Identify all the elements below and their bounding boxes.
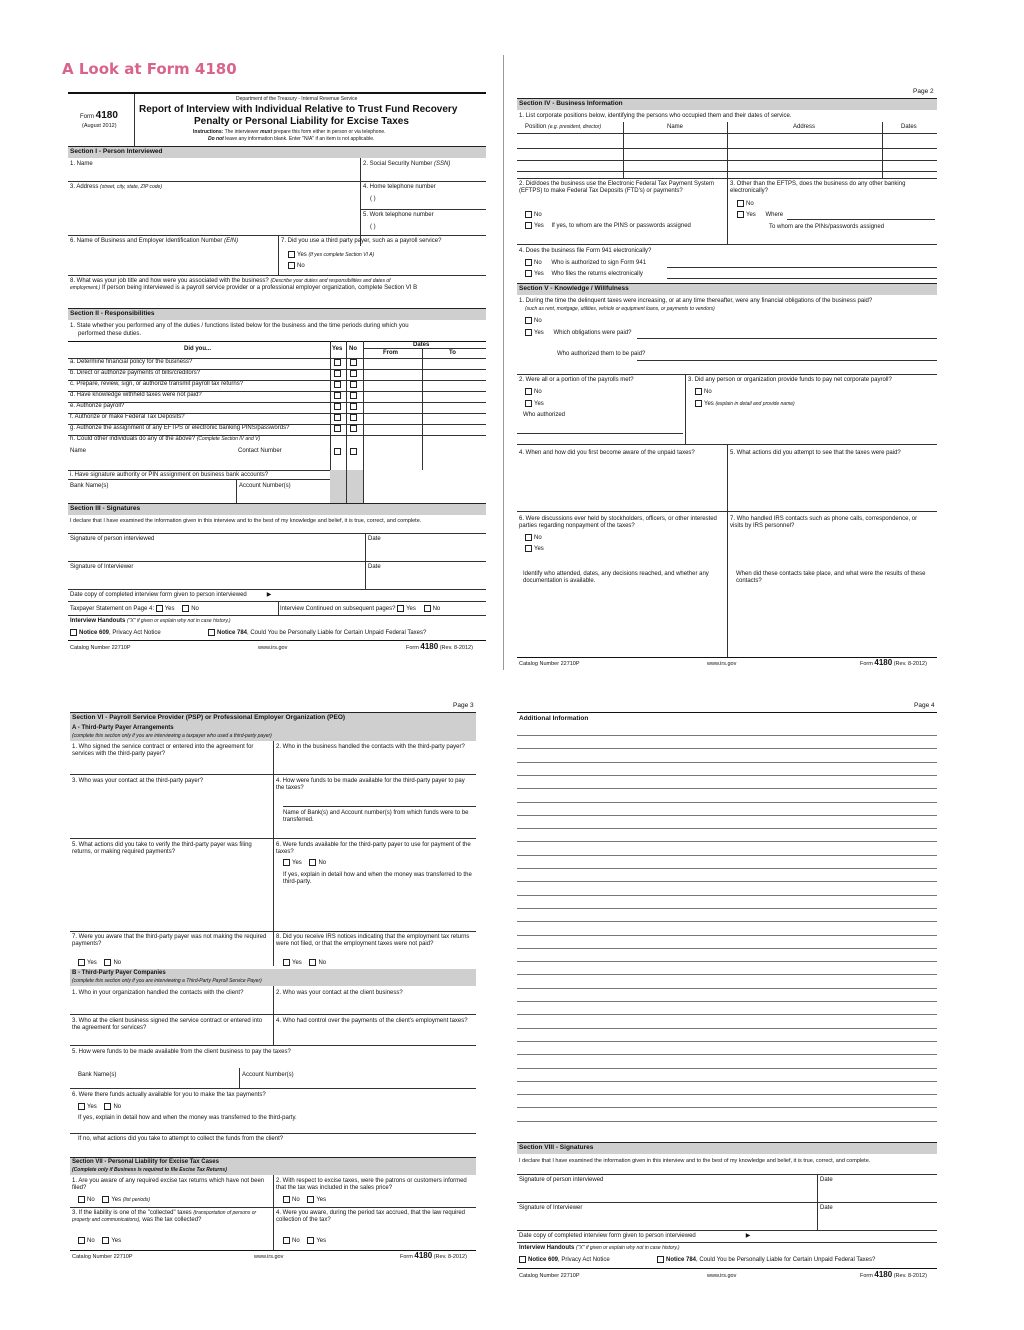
additional-info-line[interactable]: [517, 895, 937, 896]
additional-info-line[interactable]: [517, 802, 937, 803]
additional-info-line[interactable]: [517, 908, 937, 909]
q4-no[interactable]: No Who is authorized to sign Form 941: [525, 259, 646, 267]
additional-info-line[interactable]: [517, 1081, 937, 1082]
v2-who: Who authorized: [523, 412, 566, 418]
third-party-yes[interactable]: Yes (If yes complete Section VI A): [288, 251, 374, 259]
additional-info-line[interactable]: [517, 1121, 937, 1122]
field-work-phone[interactable]: 5. Work telephone number: [363, 212, 434, 218]
additional-info-line[interactable]: [517, 868, 937, 869]
additional-info-line[interactable]: [517, 748, 937, 749]
notice-784[interactable]: Notice 784, Could You be Personally Liable for Certain Unpaid Federal Taxes?: [208, 629, 426, 637]
a4-bank: Name of Bank(s) and Account number(s) from which funds were to be transferred.: [283, 810, 469, 824]
duty-row: d. Have knowledge withheld taxes were not paid?: [70, 392, 202, 398]
b3: 3. Who at the client business signed the service contract or entered into the agreement for services?: [72, 1018, 263, 1032]
sig-person-label[interactable]: Signature of person interviewed: [70, 536, 155, 542]
a6: 6. Were funds available for the third-party payer to use for payment of the taxes?: [276, 842, 471, 856]
v3-no[interactable]: No: [695, 388, 712, 396]
duty-no-box[interactable]: [350, 370, 357, 377]
duty-yes-box[interactable]: [334, 359, 341, 366]
v2-no[interactable]: No: [525, 388, 542, 396]
h-no-box[interactable]: [350, 448, 357, 455]
additional-info-line[interactable]: [517, 1014, 937, 1015]
taxpayer-statement[interactable]: Taxpayer Statement on Page 4: Yes No: [70, 606, 199, 613]
p3-catalog: Catalog Number 22710P: [72, 1254, 133, 1260]
p4-irs-url: www.irs.gov: [707, 1273, 737, 1279]
work-phone-paren: ( ): [370, 224, 376, 230]
duty-row: f. Authorize or make Federal Tax Deposits?: [70, 414, 185, 420]
q3-no[interactable]: No: [737, 200, 754, 208]
notice-609[interactable]: Notice 609, Privacy Act Notice: [70, 629, 161, 637]
c2-no-yes[interactable]: No Yes: [283, 1196, 326, 1204]
irs-url: www.irs.gov: [258, 645, 288, 651]
duty-no-box[interactable]: [350, 403, 357, 410]
field-job-title-2: employment.) If person being interviewed is a payroll service provider or a professional employer organization, complete Section VI B: [70, 285, 418, 291]
q1-positions: 1. List corporate positions below, identifying the persons who occupied them and their dates of service.: [519, 113, 792, 119]
section-1-header: Section I - Person Interviewed: [68, 146, 486, 158]
additional-info-title: Additional Information: [519, 715, 589, 722]
duty-no-box[interactable]: [350, 425, 357, 432]
additional-info-line[interactable]: [517, 788, 937, 789]
duty-row: c. Prepare, review, sign, or authorize transmit payroll tax returns?: [70, 381, 244, 387]
duty-yes-box[interactable]: [334, 370, 341, 377]
account-number: Account Number(s): [239, 483, 291, 489]
additional-info-line[interactable]: [517, 1094, 937, 1095]
additional-info-line[interactable]: [517, 1107, 937, 1108]
duty-row: e. Authorize payroll?: [70, 403, 125, 409]
duty-no-box[interactable]: [350, 414, 357, 421]
additional-info-line[interactable]: [517, 1028, 937, 1029]
v6-identify: Identify who attended, dates, any decisions reached, and whether any documentation is available.: [523, 571, 709, 585]
a8: 8. Did you receive IRS notices indicating that the employment tax returns were not filed, or that the employment taxes were not paid?: [276, 934, 470, 948]
b6-no-explain: If no, what actions did you take to attempt to collect the funds from the client?: [78, 1136, 284, 1142]
v3-yes[interactable]: Yes (explain in detail and provide name): [695, 400, 795, 408]
c3-no-yes[interactable]: No Yes: [78, 1237, 121, 1245]
v7-irs-contacts: 7. Who handled IRS contacts such as phone calls, correspondence, or visits by IRS personnel?: [730, 516, 918, 530]
q2-eftps: 2. Did/does the business use the Electronic Federal Tax Payment System (EFTPS) to make Federal Tax Deposits (FTD's) or payments?: [519, 181, 714, 195]
additional-info-line[interactable]: [517, 1041, 937, 1042]
p4-notice-784[interactable]: Notice 784, Could You be Personally Liable for Certain Unpaid Federal Taxes?: [657, 1256, 875, 1264]
form-footer: Form 4180 (Rev. 8-2012): [406, 642, 473, 651]
c4-no-yes[interactable]: No Yes: [283, 1237, 326, 1245]
a5: 5. What actions did you take to verify the third-party payer was filing returns, or making required payments?: [72, 842, 252, 856]
additional-info-line[interactable]: [517, 1001, 937, 1002]
additional-info-line[interactable]: [517, 762, 937, 763]
a4: 4. How were funds to be made available for the third-party payer to pay the taxes?: [276, 778, 465, 792]
p4-declaration: I declare that I have examined the information given in this interview and to the best of my knowledge and belief, it is true, correct, and complete.: [519, 1158, 871, 1164]
duty-yes-box[interactable]: [334, 414, 341, 421]
v1-obligations: 1. During the time the delinquent taxes were increasing, or at any time thereafter, were any financial obligations of the business paid?: [519, 298, 873, 304]
additional-info-line[interactable]: [517, 988, 937, 989]
additional-info-line[interactable]: [517, 1054, 937, 1055]
section-3-header: Section III - Signatures: [68, 503, 486, 515]
v1-yes[interactable]: Yes Which obligations were paid?: [525, 329, 632, 337]
q3-banking: 3. Other than the EFTPS, does the business do any other banking electronically?: [730, 181, 906, 195]
field-job-title[interactable]: 8. What was your job title and how were you associated with the business? (Describe your duties and responsibilities and dates of: [70, 278, 391, 284]
to-col: To: [449, 350, 456, 356]
a2: 2. Who in the business handled the contacts with the third-party payer?: [276, 744, 465, 750]
p2-irs-url: www.irs.gov: [707, 661, 737, 667]
duty-row: a. Determine financial policy for the business?: [70, 359, 193, 365]
section-7-title: Section VII - Personal Liability for Excise Tax Cases: [72, 1159, 219, 1165]
additional-info-line[interactable]: [517, 855, 937, 856]
field-third-party: 7. Did you use a third party payer, such as a payroll service?: [281, 238, 442, 244]
section-4-header: Section IV - Business Information: [517, 98, 937, 110]
additional-info-line[interactable]: [517, 1068, 937, 1069]
v6-discussions: 6. Were discussions ever held by stockholders, officers, or other interested parties regarding nonpayment of the taxes?: [519, 516, 717, 530]
c1-yes-no[interactable]: No Yes (list periods): [78, 1196, 150, 1204]
q2-yes[interactable]: Yes If yes, to whom are the PINS or passwords assigned: [525, 222, 691, 230]
instructions-1: Instructions: The interviewer must prepare this form either in person or via telephone.: [193, 129, 386, 135]
q4-941: 4. Does the business file Form 941 electronically?: [519, 248, 652, 254]
a7-yes-no[interactable]: Yes No: [78, 959, 121, 967]
a7: 7. Were you aware that the third-party payer was not making the required payments?: [72, 934, 267, 948]
section-6a-title: A - Third-Party Payer Arrangements: [72, 725, 174, 731]
p4-sig-interviewer[interactable]: Signature of Interviewer: [519, 1205, 583, 1211]
field-ein[interactable]: 6. Name of Business and Employer Identification Number (EIN): [70, 238, 239, 244]
vertical-divider: [503, 55, 504, 670]
duty-no-box[interactable]: [350, 381, 357, 388]
p4-handouts: Interview Handouts ("X" if given or explain why not in case history.): [519, 1245, 680, 1251]
v3-funds: 3. Did any person or organization provide funds to pay net corporate payroll?: [688, 377, 892, 383]
duty-yes-box[interactable]: [334, 392, 341, 399]
page-2-label: Page 2: [913, 88, 934, 95]
duty-no-box[interactable]: [350, 392, 357, 399]
b5: 5. How were funds to be made available from the client business to pay the taxes?: [72, 1049, 291, 1055]
q2-no[interactable]: No: [525, 211, 542, 219]
responsibilities-question-2: performed these duties.: [78, 331, 142, 337]
col-name: Name: [667, 124, 684, 130]
dates-col: Dates: [413, 342, 430, 348]
additional-info-line[interactable]: [517, 828, 937, 829]
q3-to-whom: To whom are the PINs/passwords assigned: [769, 224, 885, 230]
instructions-2: Do not leave any information blank. Enter "N/A" if an item is not applicable.: [208, 136, 375, 142]
c2: 2. With respect to excise taxes, were the patrons or customers informed that the tax was included in the sales price?: [276, 1178, 467, 1192]
field-home-phone[interactable]: 4. Home telephone number: [363, 184, 436, 190]
form-page-1: [68, 92, 486, 662]
p4-copy-date[interactable]: Date copy of completed interview form given to person interviewed ▶: [519, 1233, 751, 1239]
third-party-no[interactable]: No: [288, 262, 305, 270]
p4-notice-609[interactable]: Notice 609, Privacy Act Notice: [519, 1256, 610, 1264]
catalog-number: Catalog Number 22710P: [70, 645, 131, 651]
additional-info-line[interactable]: [517, 921, 937, 922]
b5-bank: Bank Name(s): [78, 1072, 117, 1078]
additional-info-line[interactable]: [517, 961, 937, 962]
form-id: Form 4180: [80, 110, 118, 121]
dept-line: Department of the Treasury - Internal Revenue Service: [236, 96, 358, 102]
form-title-1: Report of Interview with Individual Relative to Trust Fund Recovery: [139, 104, 458, 115]
col-dates: Dates: [901, 124, 917, 130]
bank-name: Bank Name(s): [70, 483, 109, 489]
sig-person-date[interactable]: Date: [368, 536, 381, 542]
field-ssn[interactable]: 2. Social Security Number (SSN): [363, 161, 451, 167]
page-3-label: Page 3: [453, 702, 474, 709]
a3: 3. Who was your contact at the third-party payer?: [72, 778, 204, 784]
did-you-header: Did you...: [184, 346, 211, 352]
sig-interviewer-date[interactable]: Date: [368, 564, 381, 570]
from-col: From: [383, 350, 398, 356]
p3-irs-url: www.irs.gov: [254, 1254, 284, 1260]
page-4-label: Page 4: [914, 702, 935, 709]
declaration: I declare that I have examined the information given in this interview and to the best of my knowledge and belief, it is true, correct, and complete.: [70, 518, 422, 524]
responsibilities-question: 1. State whether you performed any of the duties / functions listed below for the business and the time periods during which you: [70, 323, 409, 329]
q3-yes[interactable]: Yes Where: [737, 211, 783, 219]
interview-handouts: Interview Handouts ("X" if given or explain why not in case history.): [70, 618, 231, 624]
v1-no[interactable]: No: [525, 317, 542, 325]
additional-info-line[interactable]: [517, 881, 937, 882]
additional-info-line[interactable]: [517, 841, 937, 842]
v1-who: Who authorized them to be paid?: [557, 351, 646, 357]
a6-yes-no[interactable]: Yes No: [283, 859, 326, 867]
home-phone-paren: ( ): [370, 196, 376, 202]
page-heading: A Look at Form 4180: [62, 60, 237, 78]
h-yes-box[interactable]: [334, 448, 341, 455]
additional-info-line[interactable]: [517, 948, 937, 949]
a1: 1. Who signed the service contract or entered into the agreement for services with the third-party payer?: [72, 744, 254, 758]
q4-yes[interactable]: Yes Who files the returns electronically: [525, 270, 643, 278]
b5-account: Account Number(s): [242, 1072, 294, 1078]
p3-form-footer: Form 4180 (Rev. 8-2012): [400, 1251, 467, 1260]
additional-info-line[interactable]: [517, 735, 937, 736]
form-page-2: [517, 88, 937, 673]
c4: 4. Were you aware, during the period tax accrued, that the law required collection of the tax?: [276, 1210, 465, 1224]
additional-info-line[interactable]: [517, 974, 937, 975]
h-contact: Contact Number: [238, 448, 282, 454]
v4-aware: 4. When and how did you first become aware of the unpaid taxes?: [519, 450, 695, 456]
form-title-2: Penalty or Personal Liability for Excise Taxes: [194, 116, 409, 127]
form-page-4: [517, 702, 937, 1287]
section-6-header: Section VI - Payroll Service Provider (PSP) or Professional Employer Organization (PEO): [70, 712, 476, 724]
duty-row: g. Authorize the assignment of any EFTPS or electronic banking PINS/passwords?: [70, 425, 290, 431]
section-6b-note: (complete this section only if you are interviewing a Third-Party Payroll Service Payer): [72, 978, 262, 984]
a8-yes-no[interactable]: Yes No: [283, 959, 326, 967]
v2-payrolls: 2. Were all or a portion of the payrolls met?: [519, 377, 634, 383]
field-name[interactable]: 1. Name: [70, 161, 93, 167]
form-date: (August 2012): [82, 123, 117, 129]
duty-row: b. Direct or authorize payments of bills/creditors?: [70, 370, 201, 376]
p4-sig-person-date[interactable]: Date: [820, 1177, 833, 1183]
v2-yes[interactable]: Yes: [525, 400, 544, 408]
col-address: Address: [793, 124, 816, 130]
additional-info-line[interactable]: [517, 775, 937, 776]
p4-sig-person[interactable]: Signature of person interviewed: [519, 1177, 604, 1183]
p2-catalog: Catalog Number 22710P: [519, 661, 580, 667]
form-page-3: [70, 702, 476, 1272]
section-8-header: Section VIII - Signatures: [517, 1142, 937, 1154]
h-name: Name: [70, 448, 87, 454]
duty-yes-box[interactable]: [334, 425, 341, 432]
c1: 1. Are you aware of any required excise tax returns which have not been filed?: [72, 1178, 265, 1192]
section-6b-title: B - Third-Party Payer Companies: [72, 970, 166, 976]
field-address[interactable]: 3. Address (street, city, state, ZIP code): [70, 184, 162, 190]
section-2-header: Section II - Responsibilities: [68, 308, 486, 320]
yes-col: Yes: [332, 346, 343, 352]
col-position: Position (e.g. president, director): [525, 124, 602, 130]
section-5-header: Section V - Knowledge / Willfulness: [517, 283, 937, 295]
v6-yes[interactable]: Yes: [525, 545, 544, 553]
b6: 6. Were there funds actually available for you to make the tax payments?: [72, 1092, 266, 1098]
section-7-note: (Complete only if Business is required to file Excise Tax Returns): [72, 1167, 227, 1173]
b2: 2. Who was your contact at the client business?: [276, 990, 403, 996]
duty-h: h. Could other individuals do any of the above? (Complete Section IV and V): [70, 436, 261, 442]
duty-yes-box[interactable]: [334, 403, 341, 410]
p4-sig-interviewer-date[interactable]: Date: [820, 1205, 833, 1211]
copy-date-label[interactable]: Date copy of completed interview form given to person interviewed ▶: [70, 592, 272, 598]
b1: 1. Who in your organization handled the contacts with the client?: [72, 990, 244, 996]
v1-italic: (such as rent, mortgage, utilities, vehicle or equipment loans, or payments to vendors): [525, 306, 715, 312]
additional-info-line[interactable]: [517, 935, 937, 936]
duty-i: i. Have signature authority or PIN assignment on business bank accounts?: [70, 472, 269, 478]
p4-catalog: Catalog Number 22710P: [519, 1273, 580, 1279]
b6-yes-explain: If yes, explain in detail how and when the money was transferred to the third-party.: [78, 1115, 297, 1121]
v6-no[interactable]: No: [525, 534, 542, 542]
b4: 4. Who had control over the payments of the client's employment taxes?: [276, 1018, 468, 1024]
duty-no-box[interactable]: [350, 359, 357, 366]
a6-explain: If yes, explain in detail how and when the money was transferred to the third-party.: [283, 872, 472, 886]
v5-actions: 5. What actions did you attempt to see that the taxes were paid?: [730, 450, 901, 456]
sig-interviewer-label[interactable]: Signature of Interviewer: [70, 564, 134, 570]
interview-continued[interactable]: Interview Continued on subsequent pages? Yes No: [280, 606, 441, 613]
p4-form-footer: Form 4180 (Rev. 8-2012): [860, 1270, 927, 1279]
v7-when: When did these contacts take place, and what were the results of these contacts?: [736, 571, 926, 585]
b6-yes-no[interactable]: Yes No: [78, 1103, 121, 1111]
duty-yes-box[interactable]: [334, 381, 341, 388]
c3: 3. If the liability is one of the "collected" taxes (transportation of persons or property and communications), was the tax collected?: [72, 1210, 257, 1224]
p2-form-footer: Form 4180 (Rev. 8-2012): [860, 658, 927, 667]
no-col: No: [349, 346, 357, 352]
section-6a-note: (complete this section only if you are interviewing a taxpayer who used a third-party payer): [72, 733, 272, 739]
additional-info-line[interactable]: [517, 815, 937, 816]
